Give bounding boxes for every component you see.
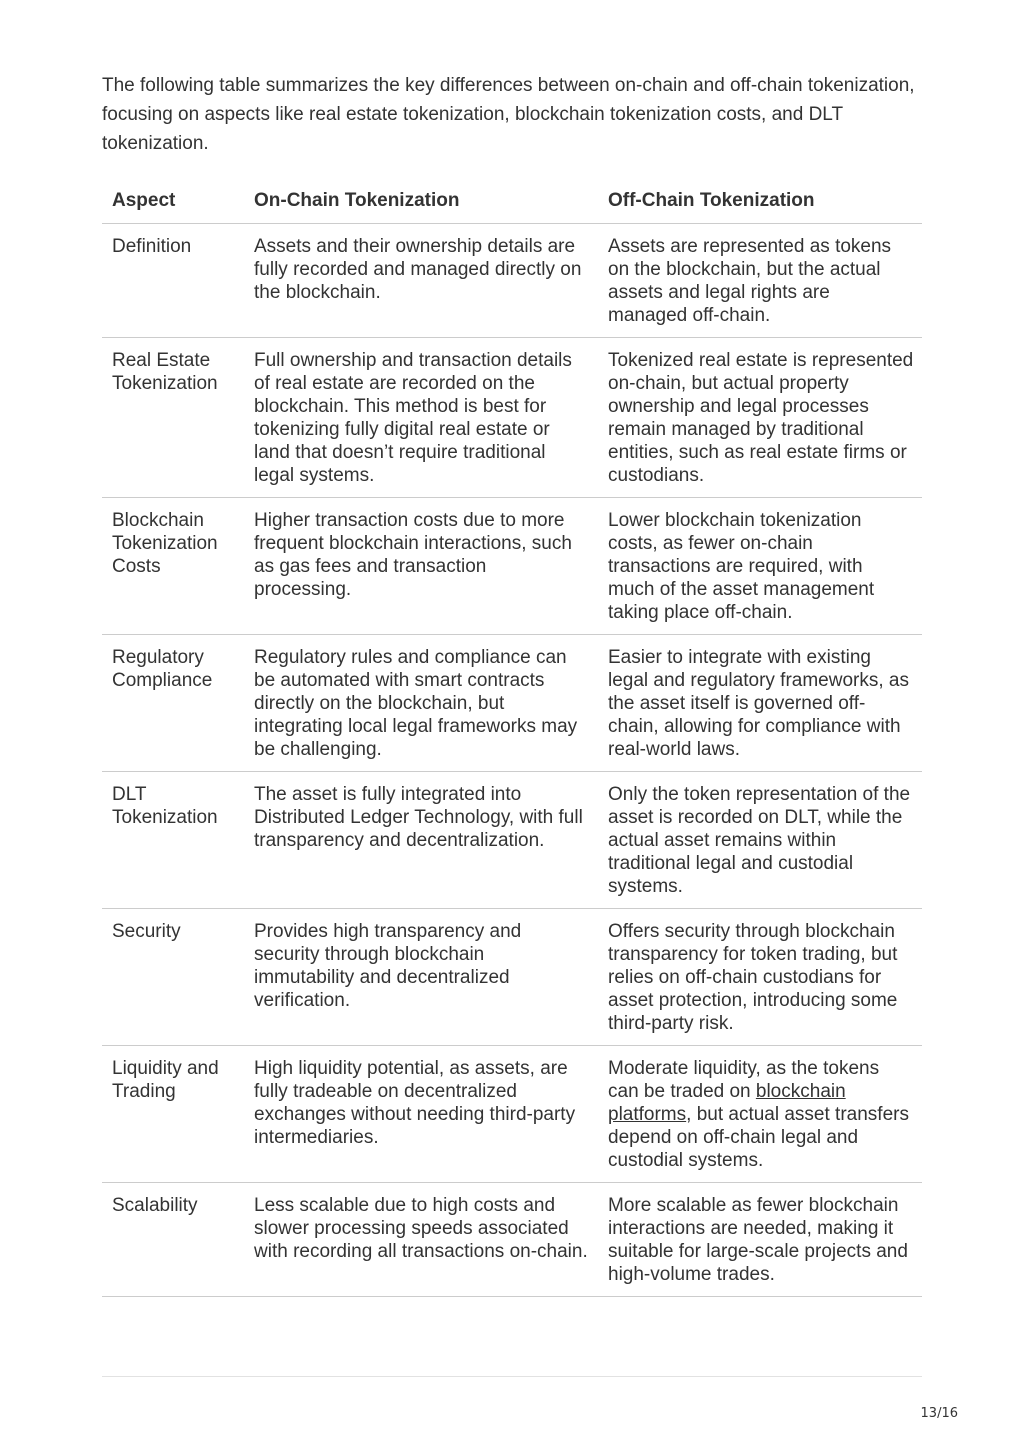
row-on-chain: Provides high transparency and security through blockchain immutability and decentralized verification. (244, 909, 598, 1046)
row-on-chain: The asset is fully integrated into Distributed Ledger Technology, with full transparency and decentralization. (244, 772, 598, 909)
row-aspect: DLT Tokenization (102, 772, 244, 909)
comparison-table (102, 177, 922, 1297)
table-row (102, 1183, 922, 1297)
off-chain-text-after-link: , but actual asset transfers depend on off-chain legal and custodial systems. (608, 1104, 909, 1171)
row-off-chain (598, 1046, 922, 1183)
row-off-chain: Tokenized real estate is represented on-chain, but actual property ownership and legal processes remain managed by traditional entities, such as real estate firms or custodians. (598, 338, 922, 498)
row-on-chain: Less scalable due to high costs and slower processing speeds associated with recording all transactions on-chain. (244, 1183, 598, 1297)
header-aspect: Aspect (102, 177, 244, 224)
table-row (102, 224, 922, 338)
table-header-row (102, 177, 922, 224)
blockchain-platforms-link[interactable]: blockchain platforms (608, 1081, 846, 1125)
table-row (102, 909, 922, 1046)
row-off-chain: More scalable as fewer blockchain interactions are needed, making it suitable for large-scale projects and high-volume trades. (598, 1183, 922, 1297)
header-off-chain: Off-Chain Tokenization (598, 177, 922, 224)
row-on-chain: Full ownership and transaction details of real estate are recorded on the blockchain. This method is best for tokenizing fully digital real estate or land that doesn’t require traditional legal systems. (244, 338, 598, 498)
row-aspect: Blockchain Tokenization Costs (102, 498, 244, 635)
table-row (102, 1046, 922, 1183)
table-row (102, 635, 922, 772)
row-on-chain: Higher transaction costs due to more frequent blockchain interactions, such as gas fees and transaction processing. (244, 498, 598, 635)
table-row (102, 498, 922, 635)
row-aspect: Liquidity and Trading (102, 1046, 244, 1183)
header-on-chain: On-Chain Tokenization (244, 177, 598, 224)
bottom-divider (102, 1376, 922, 1377)
row-off-chain: Lower blockchain tokenization costs, as fewer on-chain transactions are required, with much of the asset management taking place off-chain. (598, 498, 922, 635)
table-row (102, 338, 922, 498)
intro-paragraph: The following table summarizes the key differences between on-chain and off-chain tokenization, focusing on aspects like real estate tokenization, blockchain tokenization costs, and DLT tokenization. (102, 75, 915, 154)
row-off-chain: Assets are represented as tokens on the blockchain, but the actual assets and legal rights are managed off-chain. (598, 224, 922, 338)
row-on-chain: High liquidity potential, as assets, are fully tradeable on decentralized exchanges without needing third-party intermediaries. (244, 1046, 598, 1183)
row-aspect: Definition (102, 224, 244, 338)
row-aspect: Real Estate Tokenization (102, 338, 244, 498)
row-off-chain: Easier to integrate with existing legal and regulatory frameworks, as the asset itself is governed off-chain, allowing for compliance with real-world laws. (598, 635, 922, 772)
row-off-chain: Only the token representation of the asset is recorded on DLT, while the actual asset remains within traditional legal and custodial systems. (598, 772, 922, 909)
page-number: 13/16 (920, 1406, 958, 1421)
row-on-chain: Regulatory rules and compliance can be automated with smart contracts directly on the blockchain, but integrating local legal frameworks may be challenging. (244, 635, 598, 772)
row-aspect: Security (102, 909, 244, 1046)
row-off-chain: Offers security through blockchain transparency for token trading, but relies on off-chain custodians for asset protection, introducing some third-party risk. (598, 909, 922, 1046)
off-chain-text-before-link: Moderate liquidity, as the tokens can be traded on (608, 1058, 880, 1102)
row-on-chain: Assets and their ownership details are fully recorded and managed directly on the blockchain. (244, 224, 598, 338)
row-aspect: Regulatory Compliance (102, 635, 244, 772)
row-aspect: Scalability (102, 1183, 244, 1297)
table-row (102, 772, 922, 909)
